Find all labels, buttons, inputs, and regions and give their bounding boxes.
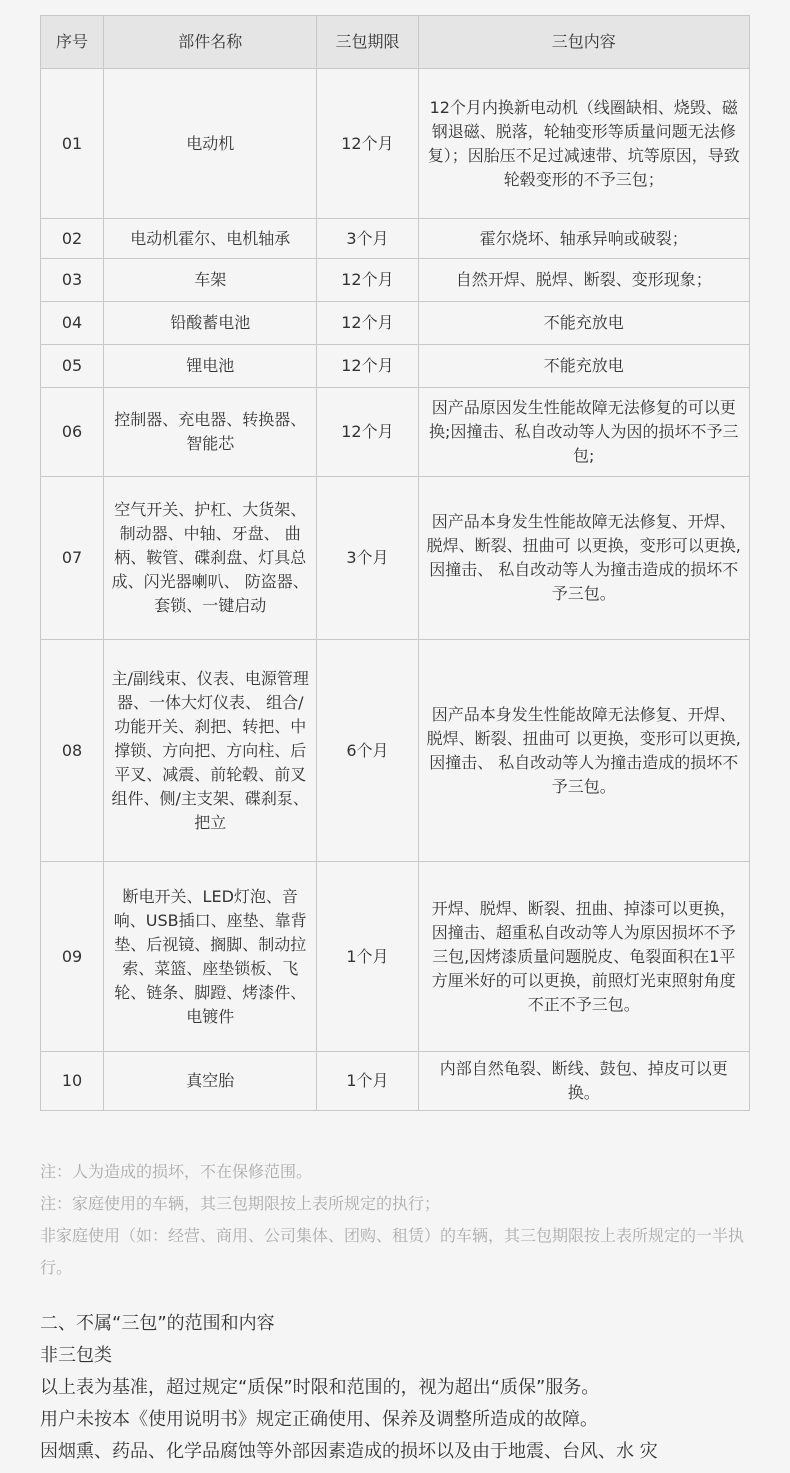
section-line: 用户未按本《使用说明书》规定正确使用、保养及调整所造成的故障。 xyxy=(40,1409,598,1430)
section-line: 因烟熏、药品、化学品腐蚀等外部因素造成的损坏以及由于地震、台风、水 灾 xyxy=(40,1441,658,1462)
cell-content: 霍尔烧坏、轴承异响或破裂； xyxy=(418,219,749,259)
cell-content: 不能充放电 xyxy=(418,302,749,345)
cell-part: 铅酸蓄电池 xyxy=(104,302,317,345)
cell-no: 10 xyxy=(41,1052,104,1111)
notes-block xyxy=(40,1156,750,1284)
cell-part: 空气开关、护杠、大货架、制动器、中轴、牙盘、 曲柄、鞍管、碟刹盘、灯具总成、闪光器喇叭、 防盗器、套锁、一键启动 xyxy=(104,477,317,640)
cell-content: 自然开焊、脱焊、断裂、变形现象； xyxy=(418,259,749,302)
cell-period: 12个月 xyxy=(317,388,418,477)
table-header-row xyxy=(41,16,750,69)
cell-period: 12个月 xyxy=(317,69,418,219)
cell-period: 1个月 xyxy=(317,1052,418,1111)
note-line: 注：家庭使用的车辆，其三包期限按上表所规定的执行； xyxy=(40,1194,441,1213)
cell-no: 07 xyxy=(41,477,104,640)
header-part-name: 部件名称 xyxy=(104,16,317,69)
cell-part: 真空胎 xyxy=(104,1052,317,1111)
cell-content: 因产品原因发生性能故障无法修复的可以更换;因撞击、私自改动等人为因的损坏不予三包; xyxy=(418,388,749,477)
table-row xyxy=(41,388,750,477)
cell-part: 控制器、充电器、转换器、智能芯 xyxy=(104,388,317,477)
cell-part: 断电开关、LED灯泡、音响、USB插口、座垫、靠背垫、后视镜、搁脚、制动拉索、菜篮、座垫锁板、飞轮、链条、脚蹬、烤漆件、电镀件 xyxy=(104,862,317,1052)
table-row xyxy=(41,219,750,259)
cell-no: 06 xyxy=(41,388,104,477)
cell-period: 1个月 xyxy=(317,862,418,1052)
cell-content: 12个月内换新电动机（线圈缺相、烧毁、磁钢退磁、脱落，轮轴变形等质量问题无法修复）；因胎压不足过减速带、坑等原因，导致轮毂变形的不予三包； xyxy=(418,69,749,219)
table-row xyxy=(41,302,750,345)
exclusions-section xyxy=(40,1308,750,1468)
cell-part: 主/副线束、仪表、电源管理器、一体大灯仪表、 组合/功能开关、刹把、转把、中撑锁、方向把、方向柱、后平叉、减震、前轮毂、前叉组件、侧/主支架、碟刹泵、把立 xyxy=(104,640,317,862)
cell-no: 08 xyxy=(41,640,104,862)
table-row xyxy=(41,345,750,388)
cell-no: 09 xyxy=(41,862,104,1052)
section-title: 二、不属“三包”的范围和内容 xyxy=(40,1313,275,1334)
cell-period: 3个月 xyxy=(317,219,418,259)
cell-content: 内部自然龟裂、断线、鼓包、掉皮可以更换。 xyxy=(418,1052,749,1111)
header-warranty-period: 三包期限 xyxy=(317,16,418,69)
table-row xyxy=(41,1052,750,1111)
table-row xyxy=(41,640,750,862)
header-no: 序号 xyxy=(41,16,104,69)
cell-content: 不能充放电 xyxy=(418,345,749,388)
cell-no: 01 xyxy=(41,69,104,219)
cell-content: 开焊、脱焊、断裂、扭曲、掉漆可以更换，因撞击、超重私自改动等人为原因损坏不予三包,因烤漆质量问题脱皮、龟裂面积在1平方厘米好的可以更换，前照灯光束照射角度不正不予三包。 xyxy=(418,862,749,1052)
warranty-table xyxy=(40,15,750,1111)
cell-part: 车架 xyxy=(104,259,317,302)
cell-part: 电动机霍尔、电机轴承 xyxy=(104,219,317,259)
cell-no: 04 xyxy=(41,302,104,345)
section-line: 非三包类 xyxy=(40,1345,112,1366)
cell-part: 锂电池 xyxy=(104,345,317,388)
table-row xyxy=(41,477,750,640)
cell-no: 03 xyxy=(41,259,104,302)
table-row xyxy=(41,259,750,302)
cell-content: 因产品本身发生性能故障无法修复、开焊、脱焊、断裂、扭曲可 以更换，变形可以更换,因撞击、 私自改动等人为撞击造成的损坏不予三包。 xyxy=(418,477,749,640)
cell-period: 12个月 xyxy=(317,259,418,302)
cell-period: 12个月 xyxy=(317,302,418,345)
cell-period: 6个月 xyxy=(317,640,418,862)
section-line: 以上表为基准，超过规定“质保”时限和范围的，视为超出“质保”服务。 xyxy=(40,1377,600,1398)
table-row xyxy=(41,862,750,1052)
cell-period: 3个月 xyxy=(317,477,418,640)
header-warranty-content: 三包内容 xyxy=(418,16,749,69)
note-line: 注：人为造成的损坏，不在保修范围。 xyxy=(40,1162,313,1181)
table-row xyxy=(41,69,750,219)
cell-period: 12个月 xyxy=(317,345,418,388)
cell-content: 因产品本身发生性能故障无法修复、开焊、脱焊、断裂、扭曲可 以更换，变形可以更换,因撞击、 私自改动等人为撞击造成的损坏不予三包。 xyxy=(418,640,749,862)
cell-part: 电动机 xyxy=(104,69,317,219)
cell-no: 02 xyxy=(41,219,104,259)
cell-no: 05 xyxy=(41,345,104,388)
note-line: 非家庭使用（如：经营、商用、公司集体、团购、租赁）的车辆，其三包期限按上表所规定的一半执行。 xyxy=(40,1226,745,1277)
